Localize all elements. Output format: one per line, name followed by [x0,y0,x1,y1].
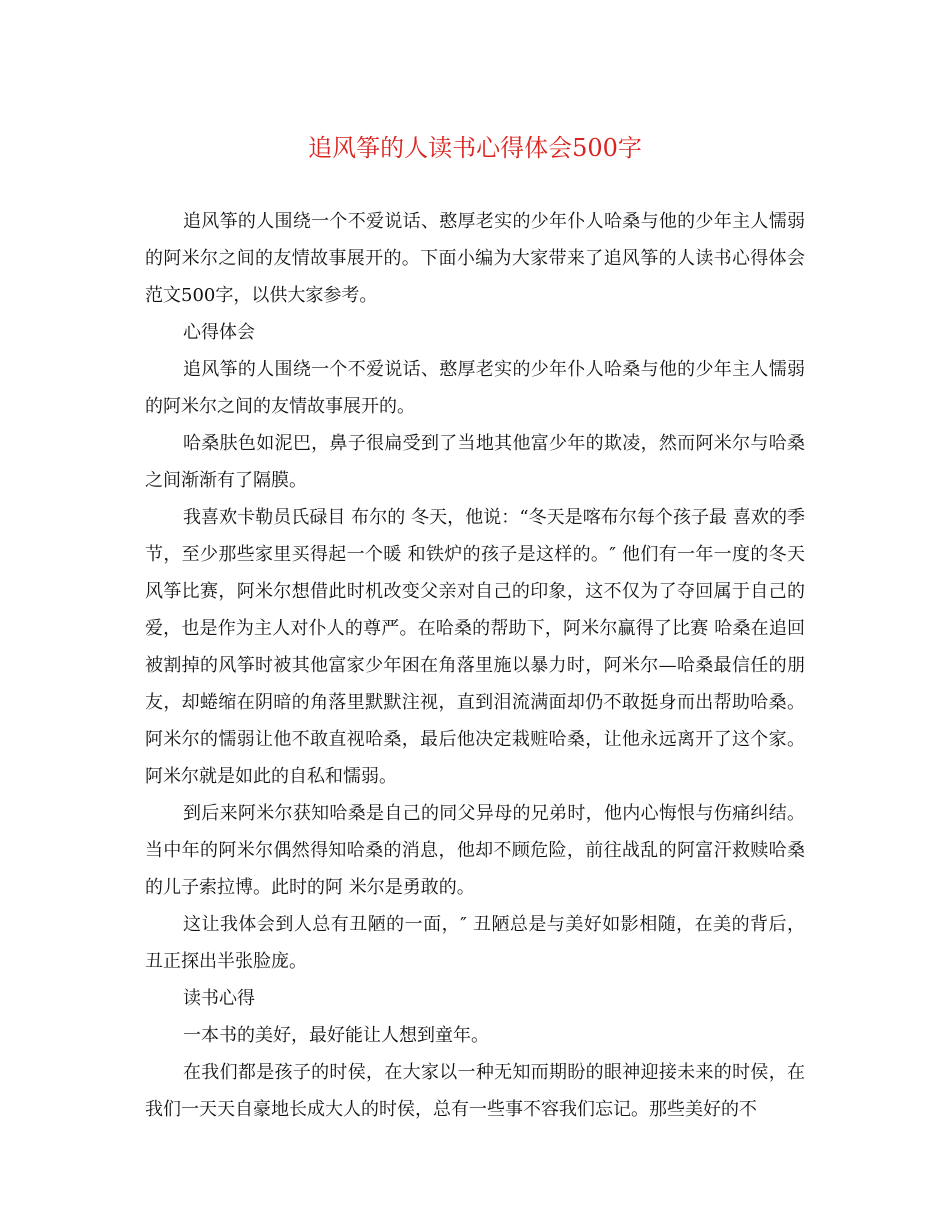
document-title: 追风筝的人读书心得体会500字 [308,134,642,162]
paragraph-intro: 追风筝的人围绕一个不爱说话、憨厚老实的少年仆人哈桑与他的少年主人懦弱的阿米尔之间的友情故事展开的。下面小编为大家带来了追风筝的人读书心得体会范文500字，以供大家参考。 [145,211,805,306]
paragraph-reflection: 这让我体会到人总有丑陋的一面，″ 丑陋总是与美好如影相随，在美的背后，丑正探出半张脸庞。 [145,914,805,972]
paragraph-redemption: 到后来阿米尔获知哈桑是自己的同父异母的兄弟时，他内心悔恨与伤痛纠结。当中年的阿米尔偶然得知哈桑的消息，他却不顾危险，前往战乱的阿富汗救赎哈桑的儿子索拉博。此时的阿 米尔是勇敢的。 [145,803,805,898]
paragraph-kite-contest: 我喜欢卡勒员氏碌目 布尔的 冬天，他说：“冬天是喀布尔每个孩子最 喜欢的季节，至少那些家里买得起一个暖 和铁炉的孩子是这样的。″ 他们有一年一度的冬天风筝比赛，阿米尔想借此时机改变父亲对自己的印象，这不仅为了夺回属于自己的爱，也是作为主人对仆人的尊严。在哈桑的帮助下，阿米尔赢得了比赛 哈桑在追回被割掉的风筝时被其他富家少年困在角落里施以暴力时，阿米尔—哈桑最信任的朋友，却蜷缩在阴暗的角落里默默注视，直到泪流满面却仍不敢挺身而出帮助哈桑。阿米尔的懦弱让他不敢直视哈桑，最后他决定栽赃哈桑，让他永远离开了这个家。阿米尔就是如此的自私和懦弱。 [145,507,805,787]
paragraph-hassan: 哈桑肤色如泥巴，鼻子很扁受到了当地其他富少年的欺凌，然而阿米尔与哈桑之间渐渐有了隔膜。 [145,433,805,491]
document-body [145,203,805,1128]
section-heading-dushu-xinde: 读书心得 [183,988,255,1009]
paragraph-growing-up: 在我们都是孩子的时侯，在大家以一种无知而期盼的眼神迎接未来的时侯，在我们一天天自豪地长成大人的时侯，总有一些事不容我们忘记。那些美好的不 [145,1062,805,1120]
paragraph-story-summary: 追风筝的人围绕一个不爱说话、憨厚老实的少年仆人哈桑与他的少年主人懦弱的阿米尔之间的友情故事展开的。 [145,359,805,417]
paragraph-childhood: 一本书的美好，最好能让人想到童年。 [183,1025,489,1046]
section-heading-xinde-tihui: 心得体会 [183,322,255,343]
